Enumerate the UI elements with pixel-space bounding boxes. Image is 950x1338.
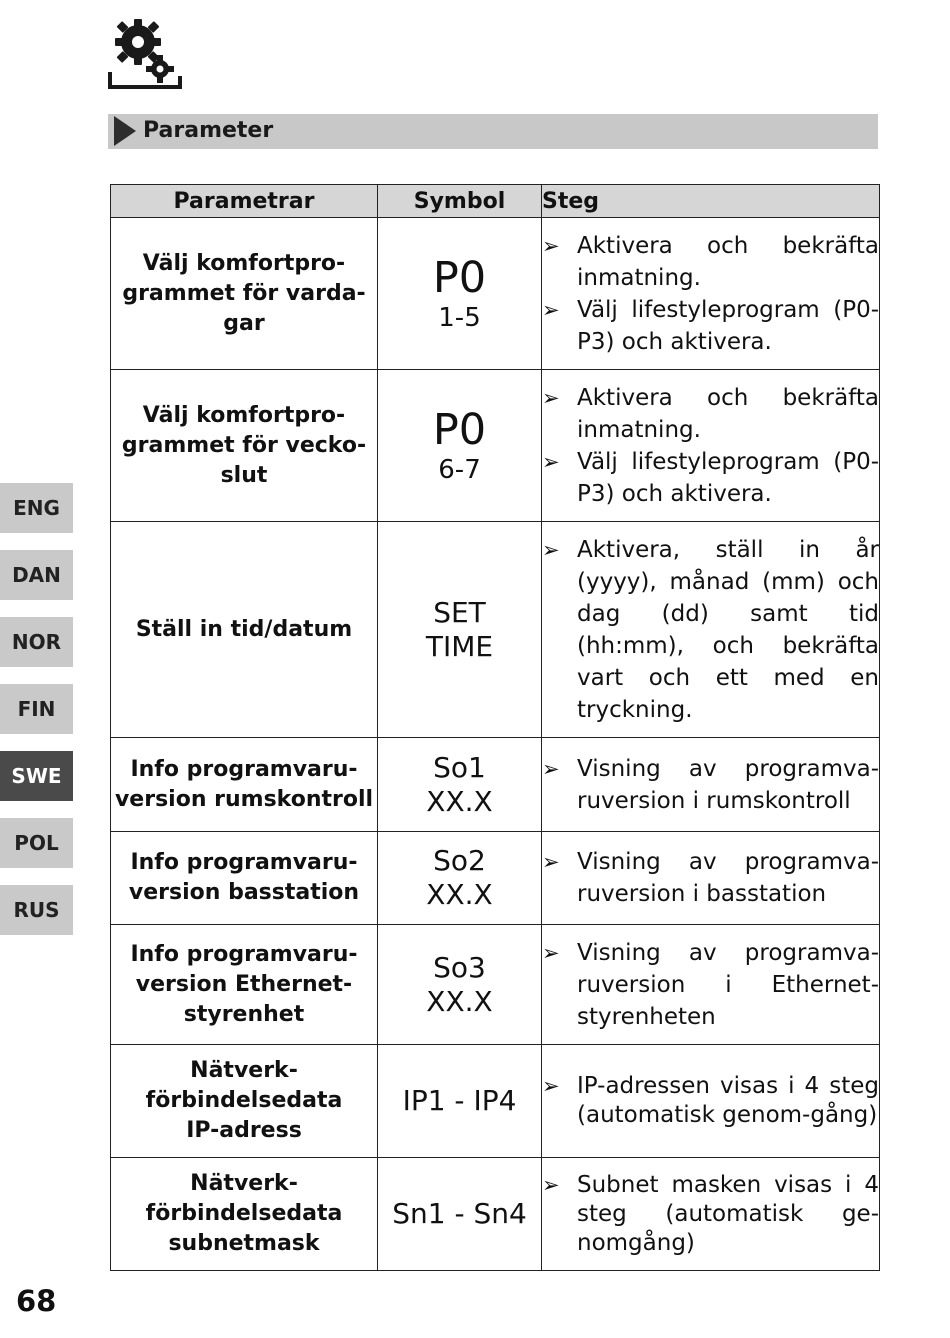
gear-settings-icon — [106, 14, 184, 90]
step-text: Visning av programva-ruversion i Ethernet-styrenheten — [577, 939, 879, 1030]
parameter-steps — [542, 370, 880, 522]
symbol-main: So1 — [433, 750, 486, 784]
parameter-name: Nätverk- förbindelsedata subnetmask — [111, 1158, 378, 1271]
step-item — [542, 294, 879, 358]
step-item — [542, 446, 879, 510]
parameter-steps — [542, 218, 880, 370]
table-row — [111, 218, 880, 370]
parameter-steps — [542, 925, 880, 1045]
triangle-arrow-icon — [114, 116, 136, 146]
step-item — [542, 753, 879, 817]
step-text: Visning av programva-ruversion i rumskontroll — [577, 755, 879, 814]
symbol-sub: XX.X — [426, 784, 493, 818]
parameter-symbol — [378, 925, 542, 1045]
arrowhead-bullet-icon: ➢ — [542, 1172, 560, 1197]
table-row — [111, 738, 880, 832]
table-row — [111, 522, 880, 738]
arrowhead-bullet-icon: ➢ — [542, 850, 560, 874]
table-row — [111, 925, 880, 1045]
parameter-symbol — [378, 1045, 542, 1158]
header-symbol: Symbol — [378, 185, 542, 218]
step-text: Aktivera, ställ in år (yyyy), månad (mm) och dag (dd) samt tid (hh:mm), och bekräfta vart och ett med en tryckning. — [577, 536, 879, 723]
step-text: Visning av programva-ruversion i basstation — [577, 849, 879, 907]
step-text: Aktivera och bekräfta inmatning. — [577, 232, 879, 291]
symbol-main: Sn1 - Sn4 — [392, 1197, 527, 1230]
parameter-steps — [542, 738, 880, 832]
table-header-row — [111, 185, 880, 218]
step-item — [542, 1171, 879, 1258]
parameter-table — [110, 184, 880, 1271]
symbol-main: IP1 - IP4 — [402, 1084, 517, 1117]
parameter-name: Välj komfortpro- grammet för vecko- slut — [111, 370, 378, 522]
parameter-name: Nätverk- förbindelsedata IP-adress — [111, 1045, 378, 1158]
step-item — [542, 534, 879, 726]
parameter-symbol — [378, 832, 542, 925]
table-row — [111, 832, 880, 925]
step-text: IP-adressen visas i 4 steg (automatisk genom-gång) — [577, 1073, 879, 1128]
symbol-main: P0 — [432, 252, 487, 303]
section-header — [108, 114, 878, 149]
parameter-name: Välj komfortpro- grammet för varda- gar — [111, 218, 378, 370]
parameter-steps — [542, 1158, 880, 1271]
symbol-main: So3 — [433, 950, 486, 984]
table-row — [111, 1045, 880, 1158]
symbol-sub: 1-5 — [438, 302, 481, 333]
parameter-name: Ställ in tid/datum — [111, 522, 378, 738]
language-tab-pol[interactable]: POL — [0, 818, 73, 868]
parameter-name: Info programvaru- version basstation — [111, 832, 378, 925]
parameter-name: Info programvaru- version rumskontroll — [111, 738, 378, 832]
arrowhead-bullet-icon: ➢ — [542, 756, 560, 781]
step-item — [542, 846, 879, 910]
parameter-steps — [542, 832, 880, 925]
language-tabs — [0, 483, 73, 952]
step-text: Välj lifestyleprogram (P0-P3) och aktivera. — [577, 296, 879, 355]
step-item — [542, 937, 879, 1033]
table-row — [111, 370, 880, 522]
parameter-symbol — [378, 218, 542, 370]
table-row — [111, 1158, 880, 1271]
header-steg: Steg — [542, 185, 880, 218]
symbol-sub: XX.X — [426, 878, 493, 911]
arrowhead-bullet-icon: ➢ — [542, 385, 560, 410]
symbol-main: SET — [433, 595, 486, 629]
language-tab-eng[interactable]: ENG — [0, 483, 73, 533]
arrowhead-bullet-icon: ➢ — [542, 233, 560, 258]
arrowhead-bullet-icon: ➢ — [542, 537, 560, 562]
parameter-name: Info programvaru- version Ethernet- styrenhet — [111, 925, 378, 1045]
arrowhead-bullet-icon: ➢ — [542, 297, 560, 322]
language-tab-nor[interactable]: NOR — [0, 617, 73, 667]
arrowhead-bullet-icon: ➢ — [542, 449, 560, 474]
parameter-steps — [542, 1045, 880, 1158]
symbol-sub: XX.X — [426, 984, 493, 1018]
section-title: Parameter — [143, 118, 274, 143]
step-text: Välj lifestyleprogram (P0-P3) och aktivera. — [577, 448, 879, 507]
parameter-steps — [542, 522, 880, 738]
language-tab-swe[interactable]: SWE — [0, 751, 73, 801]
parameter-symbol — [378, 370, 542, 522]
symbol-main: So2 — [433, 844, 486, 877]
parameter-symbol — [378, 1158, 542, 1271]
parameter-symbol — [378, 738, 542, 832]
symbol-sub: TIME — [425, 629, 494, 663]
language-tab-dan[interactable]: DAN — [0, 550, 73, 600]
language-tab-fin[interactable]: FIN — [0, 684, 73, 734]
symbol-main: P0 — [432, 404, 487, 455]
arrowhead-bullet-icon: ➢ — [542, 1074, 560, 1098]
page-number: 68 — [16, 1284, 57, 1318]
language-tab-rus[interactable]: RUS — [0, 885, 73, 935]
step-item — [542, 1072, 879, 1130]
step-item — [542, 230, 879, 294]
parameter-symbol — [378, 522, 542, 738]
step-text: Aktivera och bekräfta inmatning. — [577, 384, 879, 443]
arrowhead-bullet-icon: ➢ — [542, 940, 560, 965]
step-item — [542, 382, 879, 446]
symbol-sub: 6-7 — [438, 454, 481, 485]
header-parametrar: Parametrar — [111, 185, 378, 218]
step-text: Subnet masken visas i 4 steg (automatisk ge-nomgång) — [577, 1171, 879, 1256]
